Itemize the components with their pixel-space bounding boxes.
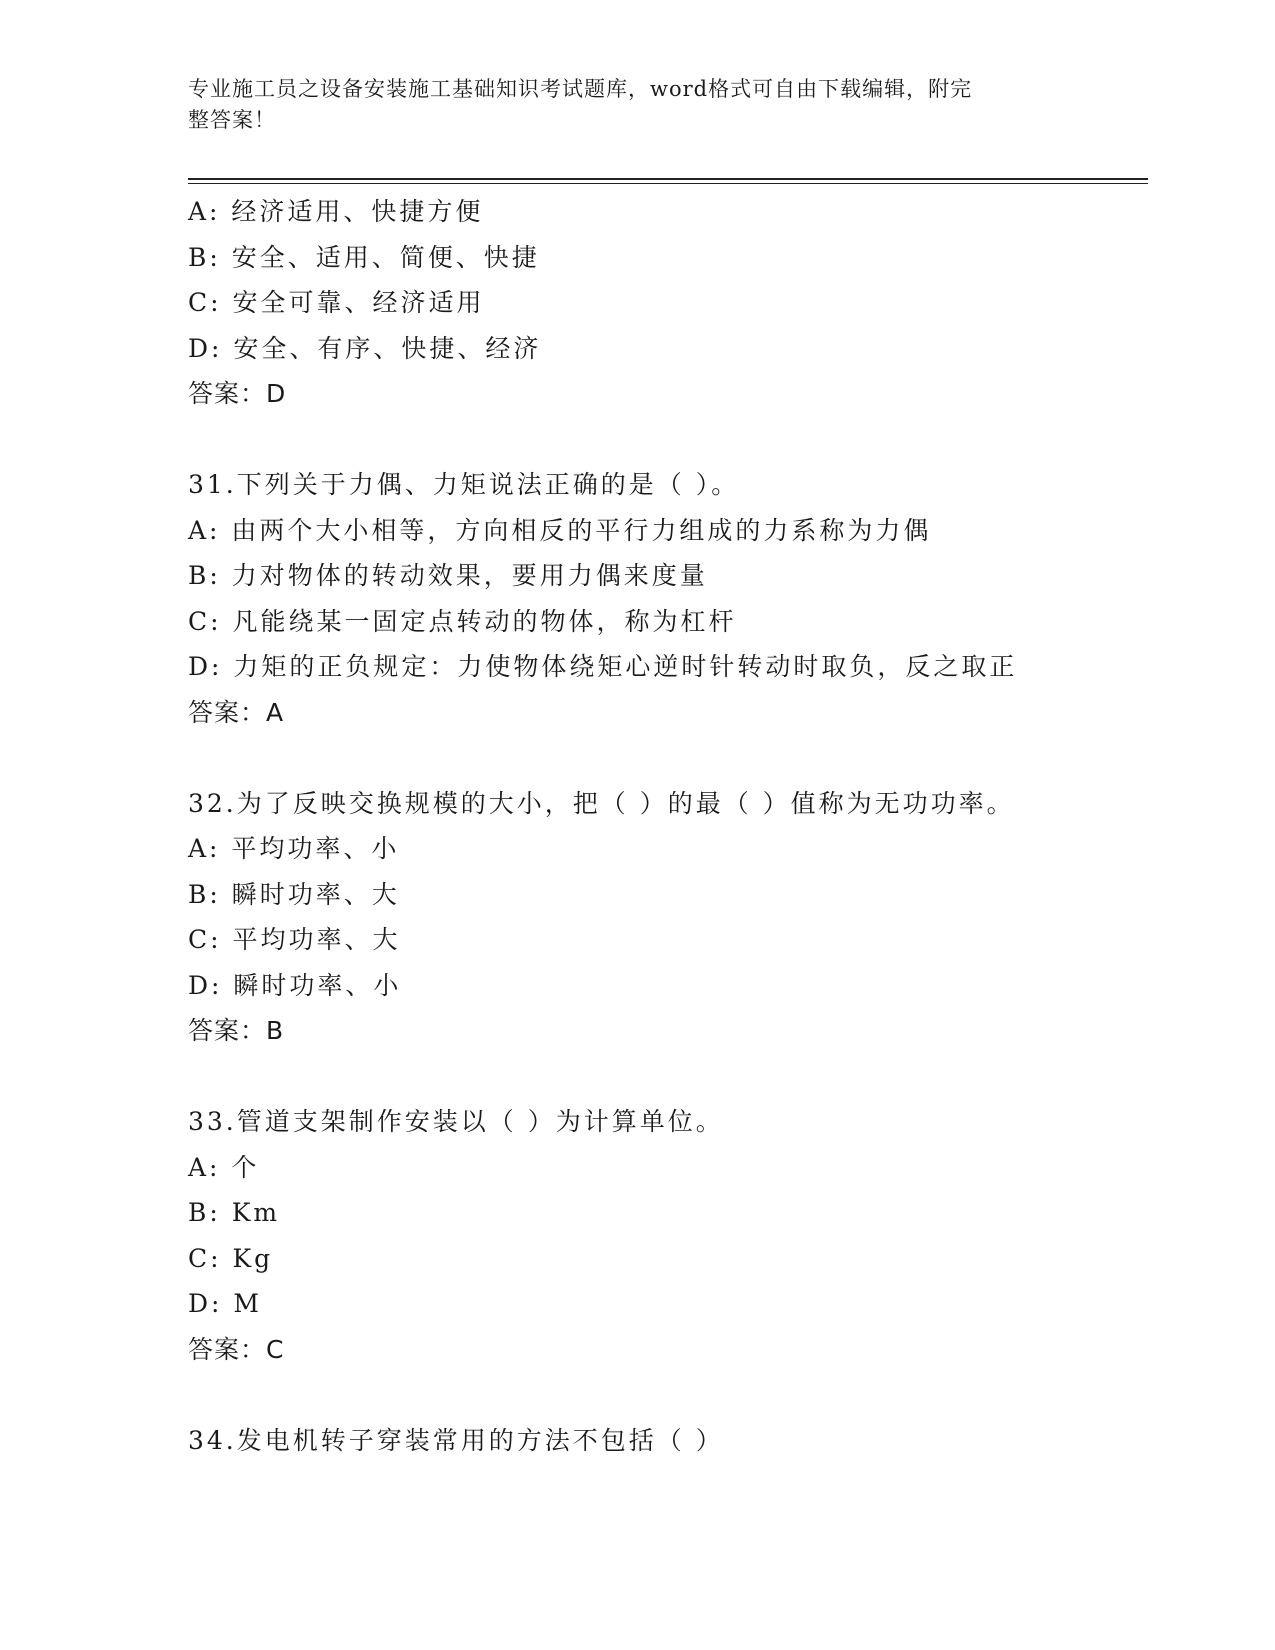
header-divider-thick [188, 178, 1148, 180]
carryover-block [188, 189, 1148, 417]
option-b: B: Km [188, 1198, 281, 1227]
option-b: B: 安全、适用、简便、快捷 [188, 242, 540, 272]
question-31 [188, 462, 1148, 735]
answer-line: 答案：B [188, 1016, 285, 1045]
answer-line: 答案：A [188, 697, 285, 727]
option-c: C: Kg [188, 1243, 274, 1273]
header-divider-thin [188, 183, 1148, 184]
option-a: A: 经济适用、快捷方便 [188, 197, 484, 226]
answer-line: 答案：D [188, 379, 287, 408]
question-stem: 32.为了反映交换规模的大小，把（ ）的最（ ）值称为无功功率。 [188, 788, 1015, 818]
option-c: C: 安全可靠、经济适用 [188, 288, 485, 317]
option-a: A: 平均功率、小 [188, 834, 400, 863]
option-d: D: 力矩的正负规定：力使物体绕矩心逆时针转动时取负，反之取正 [188, 652, 1018, 681]
option-b: B: 瞬时功率、大 [188, 879, 400, 909]
option-c: C: 平均功率、大 [188, 925, 401, 954]
spacer [188, 1054, 1148, 1100]
option-d: D: 瞬时功率、小 [188, 970, 402, 1000]
header-line-2: 整答案！ [188, 108, 276, 132]
spacer [188, 417, 1148, 463]
spacer [188, 1372, 1148, 1418]
spacer [188, 735, 1148, 781]
question-33 [188, 1099, 1148, 1372]
answer-line: 答案：C [188, 1334, 285, 1364]
question-list [188, 189, 1148, 1463]
option-d: D: 安全、有序、快捷、经济 [188, 333, 542, 363]
option-c: C: 凡能绕某一固定点转动的物体，称为杠杆 [188, 606, 737, 636]
question-34 [188, 1418, 1148, 1464]
option-d: D: M [188, 1289, 263, 1318]
option-a: A: 由两个大小相等，方向相反的平行力组成的力系称为力偶 [188, 515, 932, 545]
option-b: B: 力对物体的转动效果，要用力偶来度量 [188, 561, 708, 590]
question-32 [188, 781, 1148, 1054]
question-stem: 31.下列关于力偶、力矩说法正确的是（ ）。 [188, 470, 740, 499]
question-stem: 33.管道支架制作安装以（ ）为计算单位。 [188, 1107, 724, 1136]
option-a: A: 个 [188, 1152, 260, 1182]
header-line-1: 专业施工员之设备安装施工基础知识考试题库，word格式可自由下载编辑，附完 [188, 77, 973, 101]
question-stem: 34.发电机转子穿装常用的方法不包括（ ） [188, 1425, 724, 1455]
document-header [188, 74, 1068, 136]
